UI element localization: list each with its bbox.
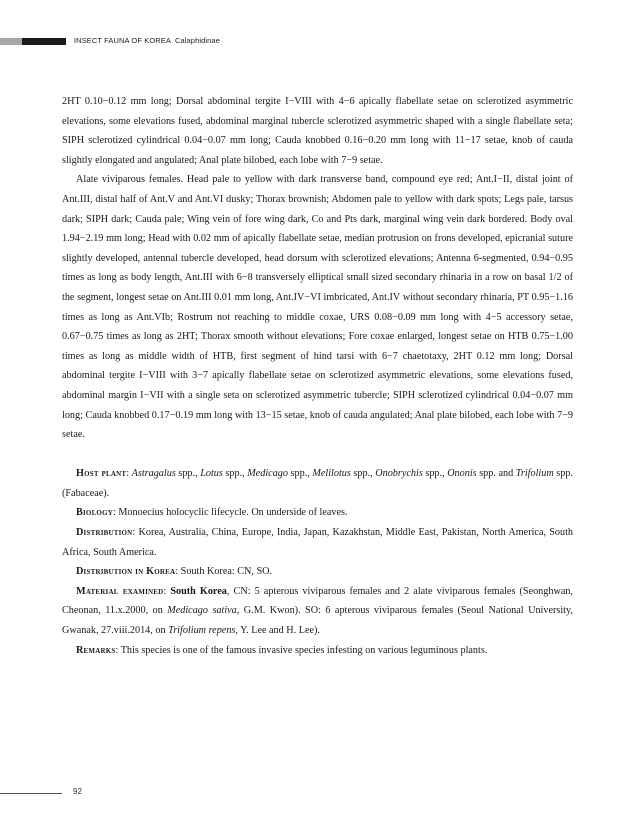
- host-plant-text: spp.,: [422, 468, 448, 480]
- distribution-label: Distribution: [76, 527, 133, 539]
- genus-name: Melilotus: [312, 468, 351, 480]
- page-number: 92: [73, 787, 82, 796]
- genus-name: Onobrychis: [375, 468, 423, 480]
- host-plant-separator: :: [126, 468, 132, 480]
- host-plant-text: spp. and: [476, 468, 516, 480]
- main-text: [62, 92, 573, 660]
- biology-paragraph: [62, 503, 573, 523]
- distribution-paragraph: [62, 523, 573, 562]
- host-plant-text: spp.,: [287, 468, 313, 480]
- description-paragraph-continued: 2HT 0.10−0.12 mm long; Dorsal abdominal tergite I−VIII with 4−6 apically flabellate setae on sclerotized asymmetric elevations, some elevations fused, abdominal marginal tubercle sclerotized asymmetric shaped with a single flabellate seta; SIPH sclerotized cylindrical 0.04−0.07 mm long; Cauda knobbed 0.16−0.20 mm long with 11−17 setae, knob of cauda slightly elongated and angulated; Anal plate bilobed, each lobe with 7−9 setae.: [62, 96, 573, 166]
- section-spacer: [62, 445, 573, 465]
- material-text: , Y. Lee and H. Lee).: [235, 625, 320, 637]
- host-plant-text: spp.,: [350, 468, 376, 480]
- distribution-korea-text: South Korea: CN, SO.: [180, 566, 273, 578]
- running-header: [74, 36, 220, 45]
- footer-rule: [0, 793, 62, 794]
- material-text: , CN: 5 apterous viviparous females and 2 alate viviparous females (Seonghwan, Cheonan, 11.x.2000, on: [62, 585, 573, 617]
- distribution-text: Korea, Australia, China, Europe, India, Japan, Kazakhstan, Middle East, Pakistan, North America, South Africa, South America.: [62, 527, 574, 558]
- distribution-korea-label: Distribution in Korea: [76, 566, 176, 578]
- genus-name: Medicago: [247, 468, 288, 480]
- material-examined-paragraph: [62, 582, 573, 641]
- distribution-korea-separator: :: [175, 566, 181, 578]
- material-country: South Korea: [170, 585, 227, 597]
- remarks-label: Remarks: [76, 644, 116, 656]
- header-bar-grey: [0, 38, 22, 45]
- host-plant-label: Host plant: [76, 468, 127, 480]
- genus-name: Trifolium: [515, 468, 554, 480]
- host-plant-text: spp.,: [175, 468, 201, 480]
- biology-separator: :: [112, 507, 119, 519]
- host-species-name: Medicago sativa: [167, 605, 237, 617]
- remarks-text: This species is one of the famous invasive species infesting on various leguminous plants.: [120, 644, 488, 656]
- genus-name: Ononis: [447, 468, 477, 480]
- biology-label: Biology: [76, 507, 113, 519]
- running-header-subtitle: Calaphidinae: [174, 36, 220, 45]
- host-plant-text: spp. (Fabaceae).: [62, 468, 573, 499]
- host-species-name: Trifolium repens: [168, 625, 236, 637]
- material-text: , G.M. Kwon). SO: 6 apterous viviparous females (Seoul National University, Gwanak, 27.viii.2014, on: [62, 605, 573, 637]
- host-plant-paragraph: [62, 464, 573, 503]
- running-header-title: INSECT FAUNA OF KOREA: [74, 36, 171, 45]
- material-separator: :: [163, 585, 171, 597]
- distribution-separator: :: [132, 527, 139, 539]
- material-examined-label: Material examined: [76, 585, 164, 597]
- distribution-korea-paragraph: [62, 562, 573, 582]
- host-plant-text: spp.,: [222, 468, 248, 480]
- genus-name: Lotus: [200, 468, 223, 480]
- alate-female-description: Alate viviparous females. Head pale to yellow with dark transverse band, compound eye red; Ant.I−II, distal joint of Ant.III, distal half of Ant.V and Ant.VI dusky; Thorax brownish; Abdomen pale to yellow with dark spots; Legs pale, tarsus dark; SIPH dark; Cauda pale; Wing vein of fore wing dark, Co and Pts dark, marginal wing vein dark bordered. Body oval 1.94−2.19 mm long; Head with 0.02 mm of apically flabellate setae, median protrusion on frons developed, epicranial suture slightly developed, antennal tubercle developed, head dorsum with sclerotized elevations; Antenna 6-segmented, 0.94−0.95 times as long as body length, Ant.III with 6−8 transversely elliptical small sized secondary rhinaria in a row on basal 1/2 of the segment, longest setae on Ant.III 0.01 mm long, Ant.IV−VI imbricated, Ant.IV without secondary rhinaria, PT 0.95−1.16 times as long as Ant.VIb; Rostrum not reaching to middle coxae, URS 0.08−0.09 mm long with 4−5 accessory setae, 0.67−0.75 times as long as 2HT; Thorax smooth without elevations; Fore coxae enlarged, longest setae on HTB 0.75−1.00 times as long as middle width of HTB, first segment of hind tarsi with 6−7 chaetotaxy, 2HT 0.12 mm long; Dorsal abdominal tergite I−VIII with 3−7 apically flabellate setae on sclerotized asymmetric elevations, some elevations fused, abdominal margin I−VII with a single seta on sclerotized asymmetric tubercle; SIPH sclerotized cylindrical 0.04−0.07 mm long; Cauda knobbed 0.17−0.19 mm long with 13−15 setae, knob of cauda angulated; Anal plate bilobed, each lobe with 7−9 setae.: [62, 174, 573, 441]
- genus-name: Astragalus: [131, 468, 176, 480]
- remarks-separator: :: [115, 644, 121, 656]
- biology-text: Monoecius holocyclic lifecycle. On underside of leaves.: [118, 507, 348, 519]
- remarks-paragraph: [62, 641, 573, 661]
- header-bar-black: [22, 38, 66, 45]
